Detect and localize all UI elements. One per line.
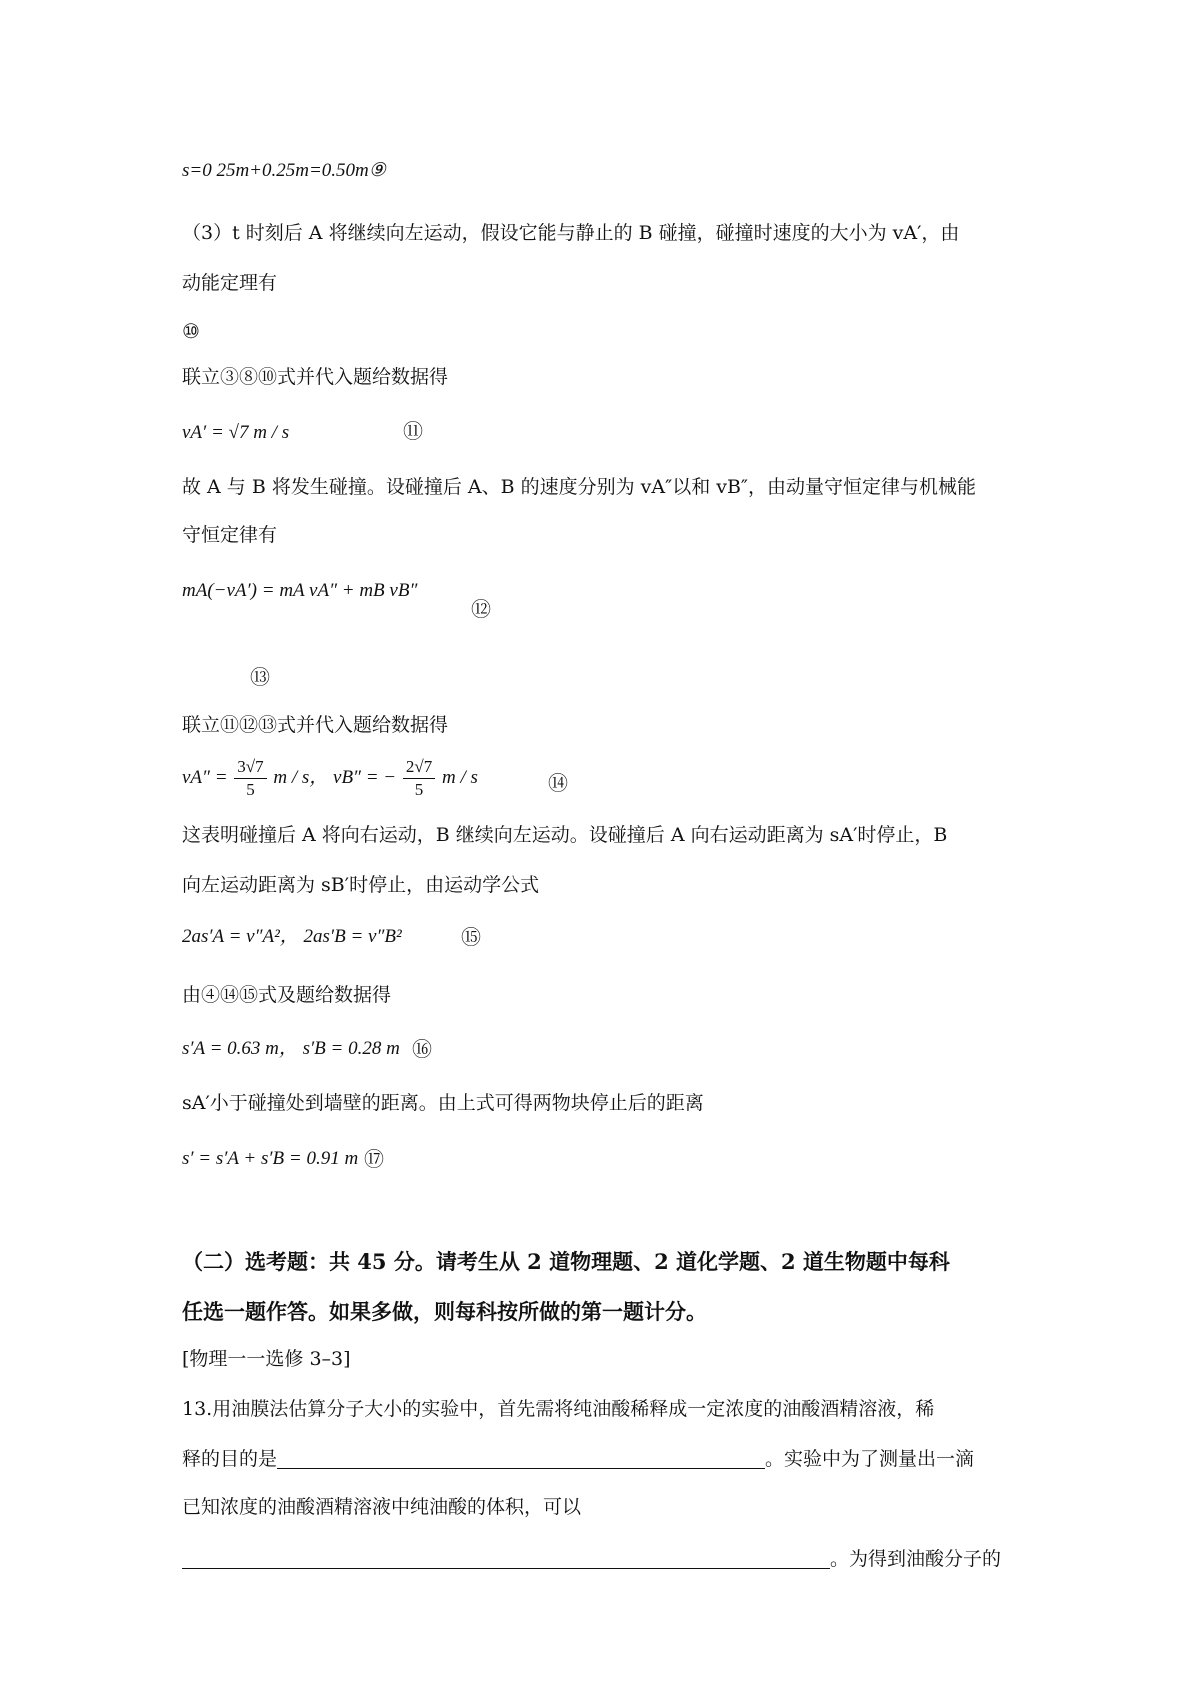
equation-distances: s′A = 0.63 m， s′B = 0.28 m <box>182 1038 400 1059</box>
equation-number-16: ⑯ <box>412 1037 432 1061</box>
fraction-vb-denominator: 5 <box>414 780 424 799</box>
line-combine-3: 由④⑭⑮式及题给数据得 <box>182 984 392 1006</box>
line-s-sum: s=0 25m+0.25m=0.50m⑨ <box>182 160 386 181</box>
line-distance-compare: sA′小于碰撞处到墙壁的距离。由上式可得两物块停止后的距离 <box>182 1092 704 1114</box>
answer-blank-1[interactable] <box>277 1448 765 1469</box>
fraction-vb <box>403 756 435 801</box>
line-kinematics: 向左运动距离为 sB′时停止，由运动学公式 <box>182 874 540 896</box>
question-13-prefix: 释的目的是 <box>182 1448 278 1470</box>
equation-number-17: ⑰ <box>364 1147 384 1171</box>
answer-blank-2[interactable] <box>182 1548 830 1569</box>
line-combine-1: 联立③⑧⑩式并代入题给数据得 <box>182 366 449 388</box>
question-13-line-4-suffix: 。为得到油酸分子的 <box>830 1548 1002 1570</box>
fraction-vb-numerator: 2√7 <box>403 756 435 779</box>
question-13-line-2 <box>182 1446 974 1472</box>
line-kinetic-theorem: 动能定理有 <box>182 272 278 294</box>
question-13-line-3: 已知浓度的油酸酒精溶液中纯油酸的体积，可以 <box>182 1496 582 1518</box>
line-conservation-laws: 守恒定律有 <box>182 524 278 546</box>
question-13-line-1: 13.用油膜法估算分子大小的实验中，首先需将纯油酸稀释成一定浓度的油酸酒精溶液，稀 <box>182 1398 935 1420</box>
line-collision-setup: 故 A 与 B 将发生碰撞。设碰撞后 A、B 的速度分别为 vA″以和 vB″，由动量守恒定律与机械能 <box>182 476 977 498</box>
vb-double-prime-lhs: m / s， vB″ = − <box>273 766 397 788</box>
equation-number-10: ⑩ <box>182 319 200 343</box>
fraction-va <box>234 756 266 801</box>
line-motion-after: 这表明碰撞后 A 将向右运动，B 继续向左运动。设碰撞后 A 向右运动距离为 sA′时停止，B <box>182 824 948 846</box>
heading-elective-1: （二）选考题：共 45 分。请考生从 2 道物理题、2 道化学题、2 道生物题中每科 <box>182 1249 950 1274</box>
fraction-va-numerator: 3√7 <box>234 756 266 779</box>
question-13-line-4 <box>182 1546 1001 1572</box>
question-13-suffix: 。实验中为了测量出一滴 <box>765 1448 975 1470</box>
equation-number-11: ⑪ <box>403 419 423 443</box>
equation-total-distance: s′ = s′A + s′B = 0.91 m <box>182 1148 359 1169</box>
heading-elective-2: 任选一题作答。如果多做，则每科按所做的第一题计分。 <box>182 1299 707 1324</box>
line-combine-2: 联立⑪⑫⑬式并代入题给数据得 <box>182 714 449 736</box>
equation-kinematics: 2as′A = v″A²， 2as′B = v″B² <box>182 926 402 947</box>
equation-number-13: ⑬ <box>250 665 270 689</box>
va-double-prime-lhs: vA″ = <box>182 766 228 788</box>
equation-number-14: ⑭ <box>548 771 568 795</box>
equation-number-15: ⑮ <box>461 925 481 949</box>
fraction-va-denominator: 5 <box>246 780 255 799</box>
equation-number-12: ⑫ <box>471 597 491 621</box>
vb-unit: m / s <box>441 766 478 788</box>
section-label: [物理一一选修 3–3] <box>182 1348 351 1370</box>
line-part3-intro: （3）t 时刻后 A 将继续向左运动，假设它能与静止的 B 碰撞，碰撞时速度的大小为 vA′，由 <box>182 222 960 244</box>
equation-velocities-after <box>182 756 478 801</box>
equation-momentum: mA(−vA′) = mA vA″ + mB vB″ <box>182 580 418 601</box>
equation-va-prime: vA′ = √7 m / s <box>182 422 290 443</box>
